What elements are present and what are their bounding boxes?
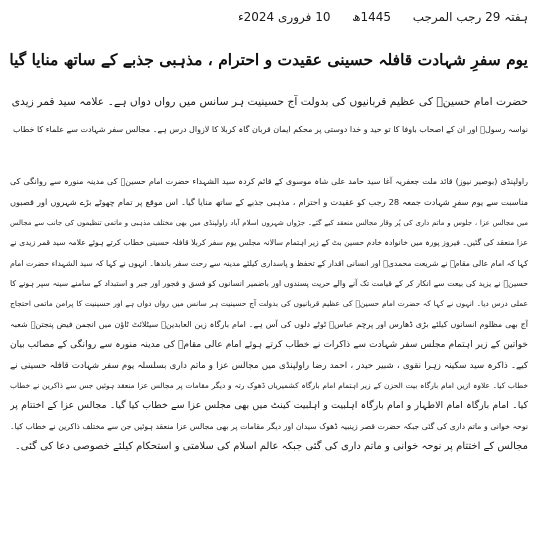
- body-line: عملی درس دیا۔ انہوں نے کہا کہ حضرت امام حسینؑ کی عظیم قربانیوں کی بدولت آج حسینیت ہر سانس میں رواں دواں ہے اور حسینیت کا پرامن ماتمی احتجاج: [10, 299, 528, 309]
- body-line: خواتین کے زیر اہتمام مجلس سفر شہادت سے ذاکرات نے خطاب کرتے ہوئے امام عالی مقامؑ کی مدینہ منورہ سے روانگی کے مصائب بیان: [10, 340, 528, 351]
- secondary-subheadline: نواسہ رسولؐ اور ان کے اصحاب باوفا کا تو حید و خدا دوستی پر محکم ایمان قربان گاہ کربلا کا لازوال درس ہے۔ مجالس سفر شہادت سے علماء کا خطاب: [12, 125, 528, 134]
- article-body: [10, 172, 528, 457]
- dateline: [8, 8, 528, 26]
- headline: یوم سفرِ شہادت قافلہ حسینی عقیدت و احترام ، مذہبی جذبے کے ساتھ منایا گیا: [9, 50, 528, 69]
- body-line: کیا۔ امام بارگاہ امام الاطہار و امام بارگاہ اہلبیت و اہلبیت کینٹ میں بھی مجلس عزا سے خطاب کیا گیا۔ مجالس عزا کے اختتام پر: [10, 400, 528, 412]
- body-line: کہا کہ امام عالی مقامؑ نے شریعت محمدیؐ اور انسانی اقدار کے تحفظ و پاسداری کیلئے مدینہ سے رحت سفر باندھا۔ انہوں نے کہا کہ سید الشہداء حضرت امام: [10, 258, 528, 268]
- body-line: حسینؑ نے یزید کی بیعت سے انکار کر کے قیامت تک آنے والے حریت پسندوں اور باضمیر انسانوں کو فسق و فجور اور جبر و استبداد کے سامنے سینہ سپر ہونے کا: [10, 278, 528, 288]
- gregorian-day: 10: [315, 10, 331, 24]
- hijri-year: 1445ھ: [352, 10, 392, 24]
- hijri-day: 29: [485, 10, 501, 24]
- body-line: راولپنڈی (بوصیر نیوز) قائد ملت جعفریہ آغا سید حامد علی شاہ موسوی کے قائم کردہ سید الشہداء حضرت امام حسینؑ کی مدینہ منورہ سے روانگی کی: [10, 177, 528, 186]
- body-line: میں مجالس عزا ، جلوس و ماتم داری کی پُر وقار مجالس منعقد کیے گئے۔ جڑواں شہروں اسلام آباد راولپنڈی میں بھی مختلف مذہبی و ماتمی تنظیموں کی جانب سے مجالس: [10, 218, 528, 227]
- subheadline: حضرت امام حسینؑ کی عظیم قربانیوں کی بدولت آج حسینیت ہر سانس میں رواں دواں ہے۔ علامہ سید قمر زیدی: [11, 95, 528, 108]
- gregorian-month: فروری: [278, 10, 312, 24]
- body-line: کیے۔ ذاکرہ سید سکینہ زہرا نقوی ، شبیر حیدر ، احمد رضا راولپنڈی میں مجالس عزا و ماتم داری بسلسلہ یوم سفر شہادت قافلہ حسینی نے: [10, 360, 528, 371]
- body-line: مناسبت سے یوم سفرِ شہادت جمعہ 28 رجب کو عقیدت و احترام ، مذہبی جذبے کے ساتھ منایا گیا۔ اس موقع پر تمام چھوٹے بڑے شہروں اور قصبوں: [10, 197, 528, 208]
- body-line: آج بھی مظلوم انسانوں کیلئے بڑی ڈھارس اور پرچم عباسؑ ٹوٹے دلوں کی آس ہے۔ امام بارگاہ زین العابدینؑ سیٹلائٹ ٹاؤن میں انجمن فیض پنجتنؑ شعبہ: [10, 319, 528, 329]
- body-line: نوحہ خوانی و ماتم داری کی گئی جبکہ حضرت قصر زینبیہ ڈھوک سیدان اور دیگر مقامات پر بھی مجالس عزا منعقد ہوئیں جن سے مختلف ذاکرین نے خطاب کیا۔: [10, 421, 528, 431]
- hijri-month: رجب المرجب: [412, 10, 482, 24]
- gregorian-year: 2024ء: [238, 10, 275, 24]
- weekday: ہفتہ: [504, 10, 528, 24]
- body-line: مجالس کے اختتام پر نوحہ خوانی و ماتم داری کی گئی جبکہ عالم اسلام کی سلامتی و استحکام کیلئے خصوصی دعا کی گئی۔: [14, 441, 528, 453]
- body-line: عزا منعقد کی گئیں۔ فیروز پورہ میں خانوادہ خادم حسین بٹ کے زیر اہتمام سالانہ مجلس یوم سفر کربلا قافلہ حسینی خطاب کرتے ہوئے علامہ سید قمر زیدی نے: [10, 238, 528, 248]
- body-line: خطاب کیا۔ علاوہ ازیں امام بارگاہ بیت الحزن کے زیر اہتمام امام بارگاہ کشمیریاں ڈھوک رتہ و دیگر مقامات پر مجالس عزا منعقد ہوئیں جس سے ذاکرین نے خطاب: [10, 380, 528, 390]
